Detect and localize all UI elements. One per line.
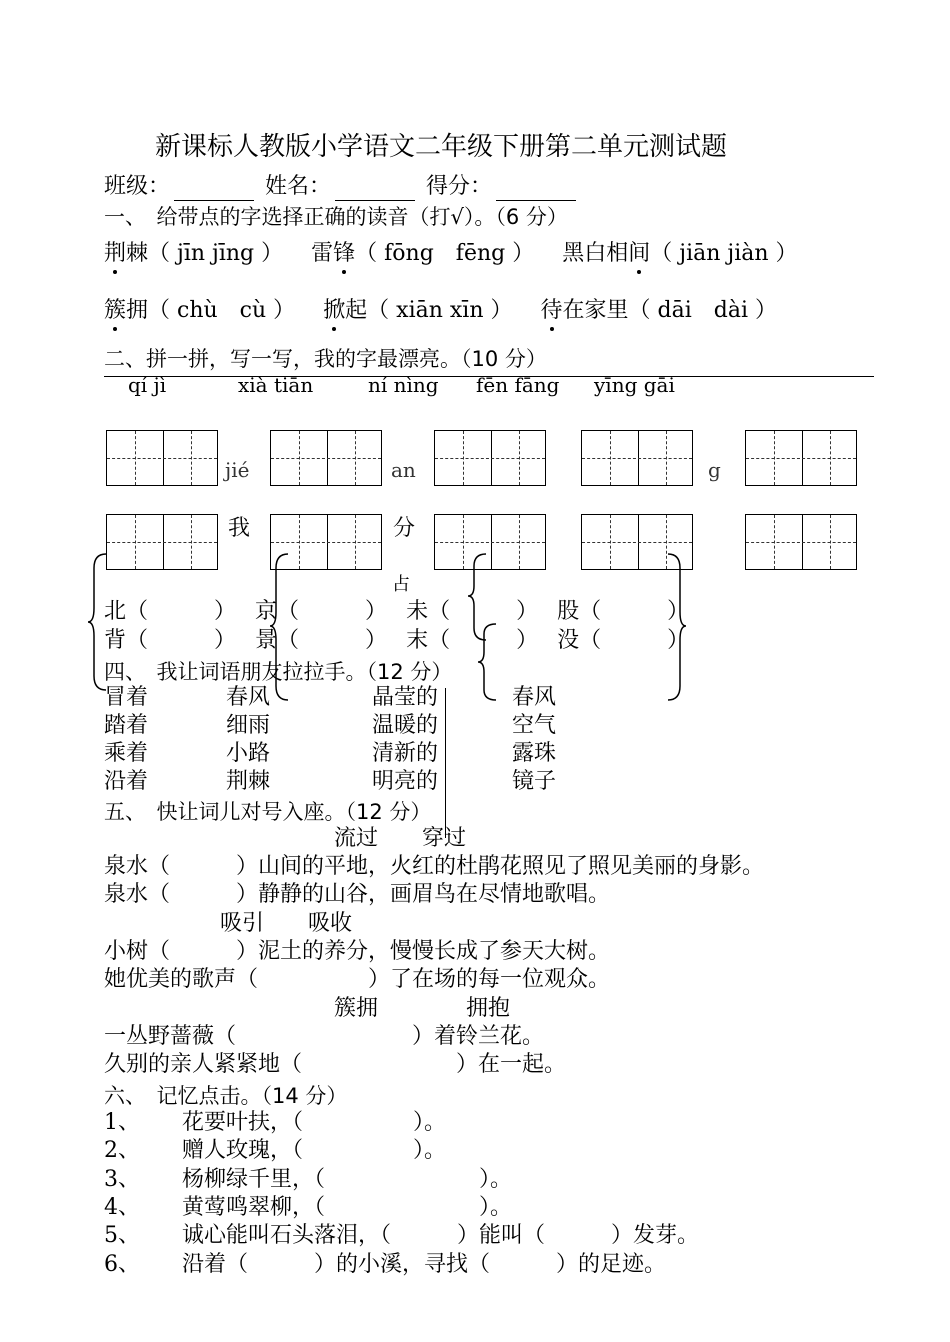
section-2-heading: 二、拼一拼，写一写，我的字最漂亮。（10 分） <box>104 347 547 371</box>
q1-item-2: 雷锋（ fōng fēng ） <box>311 241 535 266</box>
name-blank[interactable] <box>335 178 415 201</box>
q5-sentence: 泉水（ ）山间的平地，火红的杜鹃花照见了照见美丽的身影。 <box>104 854 765 879</box>
section-1-heading: 一、 给带点的字选择正确的读音（打√）。（6 分） <box>104 205 568 229</box>
writing-box[interactable] <box>434 514 546 570</box>
q6-item: 5、 诚心能叫石头落泪，（ ）能叫（ ）发芽。 <box>104 1223 700 1248</box>
q4-col3-item[interactable]: 温暖的 <box>372 713 439 738</box>
q1-item-1: 荆棘（ jīn jīng ） <box>104 241 284 266</box>
name-label: 姓名： <box>265 174 332 199</box>
q4-col4-item[interactable]: 露珠 <box>512 741 557 766</box>
writing-box[interactable] <box>581 430 693 486</box>
q4-col3-item[interactable]: 清新的 <box>372 741 439 766</box>
writing-box[interactable] <box>270 430 382 486</box>
q5-word-choices-2: 吸引 吸收 <box>220 911 353 936</box>
q6-item: 6、 沿着（ ）的小溪，寻找（ ）的足迹。 <box>104 1252 667 1277</box>
q1-item-4: 簇拥（ chù cù ） <box>104 298 296 323</box>
section-4-heading: 四、 我让词语朋友拉拉手。（12 分） <box>104 660 453 684</box>
q1-item-6: 待在家里（ dāi dài ） <box>540 298 777 323</box>
ghost-text-5: 分 <box>393 516 416 541</box>
q4-col4-item[interactable]: 镜子 <box>512 769 557 794</box>
pinyin-4: fēn fāng <box>476 373 560 397</box>
writing-box[interactable] <box>745 430 857 486</box>
writing-box[interactable] <box>434 430 546 486</box>
q4-col1-item[interactable]: 乘着 <box>104 741 149 766</box>
q5-sentence: 久别的亲人紧紧地（ ）在一起。 <box>104 1052 567 1077</box>
writing-box[interactable] <box>106 514 218 570</box>
q4-col2-item[interactable]: 小路 <box>226 741 271 766</box>
class-blank[interactable] <box>174 178 254 201</box>
q4-col3-item[interactable]: 晶莹的 <box>372 685 439 710</box>
q6-item: 1、 花要叶扶，（ ）。 <box>104 1110 447 1135</box>
ghost-text-1: jié <box>225 458 250 482</box>
q4-col3-item[interactable]: 明亮的 <box>372 769 439 794</box>
section-6-heading: 六、 记忆点击。（14 分） <box>104 1084 348 1108</box>
q1-row-1 <box>104 240 798 268</box>
q3-row-2: 背（ ） 景（ ） 末（ ） 没（ ） <box>104 628 690 653</box>
q4-col2-item[interactable]: 春风 <box>226 685 271 710</box>
q5-sentence: 小树（ ）泥土的养分，慢慢长成了参天大树。 <box>104 939 611 964</box>
writing-box[interactable] <box>745 514 857 570</box>
q5-sentence: 她优美的歌声（ ）了在场的每一位观众。 <box>104 967 611 992</box>
q5-sentence: 泉水（ ）静静的山谷，画眉鸟在尽情地歌唱。 <box>104 882 611 907</box>
q6-item: 4、 黄莺鸣翠柳，（ ）。 <box>104 1195 513 1220</box>
score-label: 得分： <box>426 174 493 199</box>
class-label: 班级： <box>104 174 171 199</box>
page-title: 新课标人教版小学语文二年级下册第二单元测试题 <box>155 132 728 162</box>
student-info-line <box>104 173 580 201</box>
q1-item-3: 黑白相间（ jiān jiàn ） <box>562 241 798 266</box>
q5-word-choices-1: 流过 穿过 <box>334 826 467 851</box>
q4-col2-item[interactable]: 荆棘 <box>226 769 271 794</box>
q1-row-2 <box>104 297 777 325</box>
pinyin-5: yīng gāi <box>594 373 675 397</box>
pinyin-1: qí jì <box>128 373 167 397</box>
ghost-text-3: g <box>708 458 721 482</box>
q4-col1-item[interactable]: 沿着 <box>104 769 149 794</box>
ghost-text-6: 占 <box>392 574 410 595</box>
pinyin-2: xià tiān <box>238 373 314 397</box>
q5-sentence: 一丛野蔷薇（ ）着铃兰花。 <box>104 1024 545 1049</box>
q4-col4-item[interactable]: 春风 <box>512 685 557 710</box>
q3-row-1: 北（ ） 京（ ） 未（ ） 股（ ） <box>104 599 690 624</box>
q6-item: 2、 赠人玫瑰，（ ）。 <box>104 1138 447 1163</box>
q4-col2-item[interactable]: 细雨 <box>226 713 271 738</box>
writing-box[interactable] <box>106 430 218 486</box>
q4-col1-item[interactable]: 冒着 <box>104 685 149 710</box>
section-5-heading: 五、 快让词儿对号入座。（12 分） <box>104 800 432 824</box>
q6-item: 3、 杨柳绿千里，（ ）。 <box>104 1167 513 1192</box>
pinyin-3: ní nìng <box>368 373 439 397</box>
q1-item-5: 掀起（ xiān xīn ） <box>323 298 513 323</box>
q4-col1-item[interactable]: 踏着 <box>104 713 149 738</box>
ghost-text-4: 我 <box>228 516 251 541</box>
q5-word-choices-3: 簇拥 拥抱 <box>334 996 511 1021</box>
ghost-text-2: an <box>391 458 416 482</box>
q4-col4-item[interactable]: 空气 <box>512 713 557 738</box>
matching-divider-line <box>445 688 446 838</box>
score-blank[interactable] <box>496 178 576 201</box>
